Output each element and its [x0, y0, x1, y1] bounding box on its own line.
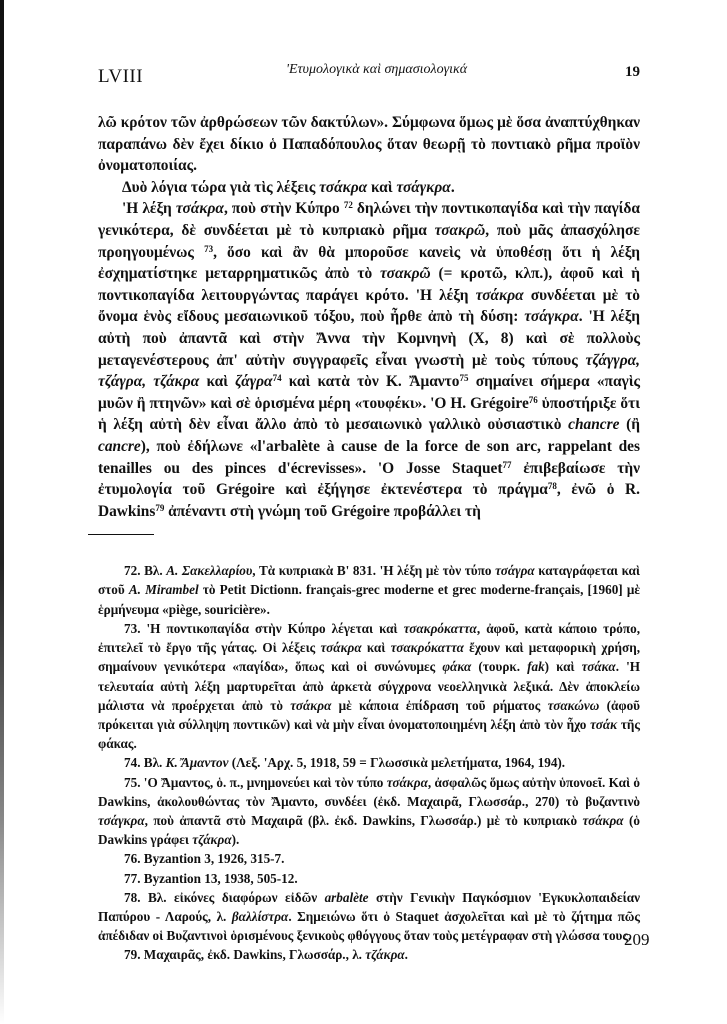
footnote-76: 76. Byzantion 3, 1926, 315-7. [124, 851, 285, 867]
section-page-number: 19 [625, 64, 640, 80]
text-run: . [450, 178, 455, 196]
paragraph-2 [98, 177, 640, 199]
term: τσάγκρα [524, 308, 579, 326]
footnote-ref-75[interactable]: 75 [459, 373, 469, 384]
chapter-number: LVIII [98, 66, 144, 87]
author: Α. Σακελλαρίου [166, 563, 253, 579]
running-head [98, 60, 640, 90]
text-run: , ὅσο καὶ ἂν θὰ μποροῦσε κανεὶς νὰ ὑποθέσῃ ὅτι ἡ λέξη ἐσχηματίστηκε μεταρρηματικῶς ἀπὸ τὸ [98, 243, 640, 283]
text-run: (ὁ Dawkins γράφει [98, 812, 640, 848]
book-page [98, 60, 640, 965]
text-run: σημαίνει σήμερα «παγὶς μυῶν ἢ πτηνῶν» καὶ σὲ ὁρισμένα μέρη «τουφέκι». 'Ο H. Grégoire [98, 373, 640, 412]
text-run: καὶ [199, 373, 236, 391]
term: τσάκρα [475, 286, 524, 304]
term: fak [527, 659, 545, 675]
text-run: ἔχουν καὶ μεταφορικὴ χρήση, σημαίνουν γενικότερα «παγίδα», ὅπως καὶ οἱ συνώνυμες [98, 640, 640, 675]
paragraph-1: λῶ κρότον τῶν ἀρθρώσεων τῶν δακτύλων». Σύμφωνα ὅμως μὲ ὅσα ἀναπτύχθηκαν παραπάνω δὲν ἔχει δίκιο ὁ Παπαδόπουλος ὅταν θεωρῇ τὸ ποντιακὸ ρῆμα προϊὸν ὀνοματοποιίας. [98, 114, 640, 175]
term: τσακρῶ [434, 221, 486, 239]
text-run: (= κροτῶ, κλπ.), ἀφοῦ καὶ ἡ ποντικοπαγίδα λειτουργώντας παράγει κρότο. 'Η λέξη [98, 265, 640, 304]
term: τσάκρα [319, 178, 368, 196]
term: τσάκρα [290, 697, 332, 713]
term: τσακρῶ [380, 265, 431, 283]
term: τσακρόκαττα [403, 620, 477, 636]
text-run: , ἀφοῦ, κατὰ κάποιο τρόπο, ἐπιτελεῖ τὸ ἔργο τῆς γάτας. Οἱ λέξεις [98, 620, 641, 656]
text-run: , ποὺ μᾶς ἀπασχόλησε προηγουμένως [98, 221, 640, 261]
text-run: στὴν Γενικὴν Παγκόσμιον 'Εγκυκλοπαιδείαν Παπύρου - Λαρούς, λ. [98, 889, 640, 924]
term: τσακρόκαττα [390, 640, 464, 656]
term: τσάκα [581, 659, 616, 675]
text-run: . [404, 947, 408, 963]
footnote-73 [98, 619, 640, 753]
text-run: καὶ [367, 178, 397, 196]
text-run: Δυὸ λόγια τώρα γιὰ τὶς λέξεις [122, 178, 320, 196]
text-run: 74. Βλ. [124, 755, 166, 771]
text-run: τῆς φάκας. [98, 716, 640, 752]
term: τσάγκρα [396, 178, 451, 196]
footnote-72 [98, 561, 640, 619]
text-run: ἀπέναντι στὴ γνώμη τοῦ Grégoire προβάλλει τὴ [164, 502, 481, 520]
term: τσάκρα [175, 200, 224, 218]
text-run: . 'Η λέξη αὐτὴ ποὺ ἀπαντᾶ καὶ στὴν Ἄννα τὴν Κομνηνὴ (X, 8) καὶ σὲ πολλοὺς μεταγενέστερους ἀπ' αὐτὴν συγγραφεῖς εἶναι γνωστὴ μὲ τοὺς τύπους [98, 308, 640, 369]
text-run: καὶ [361, 640, 391, 656]
text-run: καὶ κατὰ τὸν Κ. Ἄμαντο [281, 373, 460, 391]
text-run: τὸ Petit Dictionn. français-grec moderne et grec moderne-français, [1960] μὲ ἑρμήνευμα «piège, souricière». [98, 582, 640, 617]
text-run: , ποὺ ἀπαντᾶ στὸ Μαχαιρᾶ (βλ. ἐκδ. Dawkins, Γλωσσάρ.) μὲ τὸ κυπριακὸ [144, 812, 583, 828]
footnote-ref-78[interactable]: 78 [547, 481, 557, 492]
text-run: ). [231, 832, 240, 848]
term: τσάκρα [386, 774, 428, 790]
text-run: 79. Μαχαιρᾶς, ἐκδ. Dawkins, Γλωσσάρ., λ. [124, 947, 366, 963]
footnote-ref-73[interactable]: 73 [204, 243, 214, 254]
term: τσακώνω [547, 697, 600, 713]
text-run: ), ποὺ ἐδήλωνε «l'arbalète à cause de la force de son arc, rappelant des tenailles ou des pinces d'écrevisses». 'O Josse Staquet [98, 437, 640, 477]
text-run: (τουρκ. [471, 659, 528, 675]
paragraph-3 [98, 198, 640, 522]
author: Κ. Ἄμαντον [165, 755, 229, 771]
text-run: (Λεξ. 'Αρχ. 5, 1918, 59 = Γλωσσικὰ μελετήματα, 1964, 194). [228, 755, 566, 771]
footnote-77: 77. Byzantion 13, 1938, 505-12. [124, 870, 298, 886]
text-run: συνδέεται μὲ τὸ ὄνομα ἑνὸς εἴδους μεσαιωνικοῦ τόξου, ποὺ ἦρθε ἀπὸ τὴ δύση: [98, 286, 641, 326]
text-run: 72. Βλ. [124, 563, 167, 579]
text-run: , Τὰ κυπριακὰ Β' 831. 'Η λέξη μὲ τὸν τύπο [252, 563, 496, 579]
term: τσάκρα [582, 812, 624, 828]
text-run: δηλώνει τὴν ποντικοπαγίδα καὶ τὴν παγίδα γενικότερα, δὲ συνδέεται μὲ τὸ κυπριακὸ ρῆμα [98, 200, 641, 239]
folio-page-number: 209 [624, 930, 650, 949]
text-run: καταγράφεται καὶ στοῦ [98, 563, 641, 598]
text-run: 73. 'Η ποντικοπαγίδα στὴν Κύπρο λέγεται καὶ [124, 620, 404, 636]
body-text [98, 112, 640, 522]
footnote-separator [88, 534, 154, 535]
text-run: , ἀσφαλῶς ὅμως αὐτὴν ὑπονοεῖ. Καὶ ὁ Dawkins, ἀκολουθώντας τὸν Ἄμαντο, συνδέει (ἐκδ. Μαχαιρᾶ, Γλωσσάρ., 270) τὸ βυζαντινὸ [98, 774, 640, 809]
text-run: . 'Η τελευταία αὐτὴ λέξη μαρτυρεῖται ἀπὸ ἀρκετὰ σύγχρονα νεοελληνικὰ λεξικά. Δὲν ἀποκλείω μάλιστα νὰ προέρχεται ἀπὸ τὸ [98, 659, 640, 713]
text-run: ) καὶ [544, 659, 582, 675]
footnote-ref-77[interactable]: 77 [502, 459, 512, 470]
text-run: 75. 'Ο Ἄμαντος, ὁ. π., μνημονεύει καὶ τὸν τύπο [124, 774, 387, 790]
text-run: , ποὺ στὴν Κύπρο [223, 200, 344, 218]
term: τζάκρα [192, 832, 232, 848]
footnote-75 [98, 773, 640, 850]
footnote-ref-74[interactable]: 74 [272, 373, 282, 384]
term: τζάγγρα, τζάγρα, τζάκρα [98, 351, 640, 391]
author: A. Mirambel [128, 582, 199, 598]
scan-edge-shadow [0, 0, 4, 1024]
term: ζάγρα [235, 373, 273, 391]
footnotes [98, 561, 640, 964]
text-run: (ἢ [619, 416, 640, 434]
text-run: ὑποστήριξε ὅτι ἡ λέξη αὐτὴ δὲν εἶναι ἄλλο ἀπὸ τὸ μεσαιωνικὸ γαλλικὸ οὐσιαστικὸ [98, 394, 640, 434]
term: τζάκρα [365, 947, 405, 963]
footnote-78 [98, 888, 640, 946]
term: τσάκρα [320, 640, 362, 656]
term: chancre [568, 416, 620, 434]
text-run: , ἐνῶ ὁ R. Dawkins [98, 481, 641, 520]
term: τσάκ [590, 716, 618, 732]
footnote-ref-76[interactable]: 76 [528, 394, 538, 405]
text-run: μὲ κάποια ἐπίδραση τοῦ ρήματος [331, 697, 548, 713]
footnote-ref-72[interactable]: 72 [343, 200, 353, 211]
term: βαλλίστρα [231, 908, 289, 924]
running-title: 'Ετυμολογικὰ καὶ σημασιολογικά [286, 62, 468, 77]
footnote-ref-79[interactable]: 79 [155, 502, 165, 513]
footnote-74 [98, 753, 640, 772]
text-run: . Σημειώνω ὅτι ὁ Staquet ἀσχολεῖται καὶ μὲ τὸ ζήτημα πῶς ἀπέδιδαν οἱ Βυζαντινοὶ ὁρισμένους ξενικοὺς φθόγγους ὅταν τοὺς μετέγραφαν στὴ γλώσσα τους. [98, 908, 640, 944]
text-run: 'Η λέξη [122, 200, 176, 218]
text-run: 78. Βλ. εἰκόνες διαφόρων εἰδῶν [124, 889, 325, 905]
term: arbalète [324, 889, 369, 905]
footnote-79 [98, 945, 640, 964]
text-run: ἐπιβεβαίωσε τὴν ἐτυμολογία τοῦ Grégoire καὶ ἐξήγησε ἐκτενέστερα τὸ πράγμα [98, 459, 640, 499]
term: τσάγρα [495, 563, 535, 579]
term: τσάγκρα [98, 812, 145, 828]
term: cancre [98, 437, 141, 455]
term: φάκα [442, 659, 472, 675]
text-run: (ἀφοῦ πρόκειται γιὰ σύλληψη ποντικῶν) καὶ νὰ μὴν εἶναι ὀνοματοποιημένη λέξη ἀπὸ τὸν ἦχο [98, 697, 641, 732]
